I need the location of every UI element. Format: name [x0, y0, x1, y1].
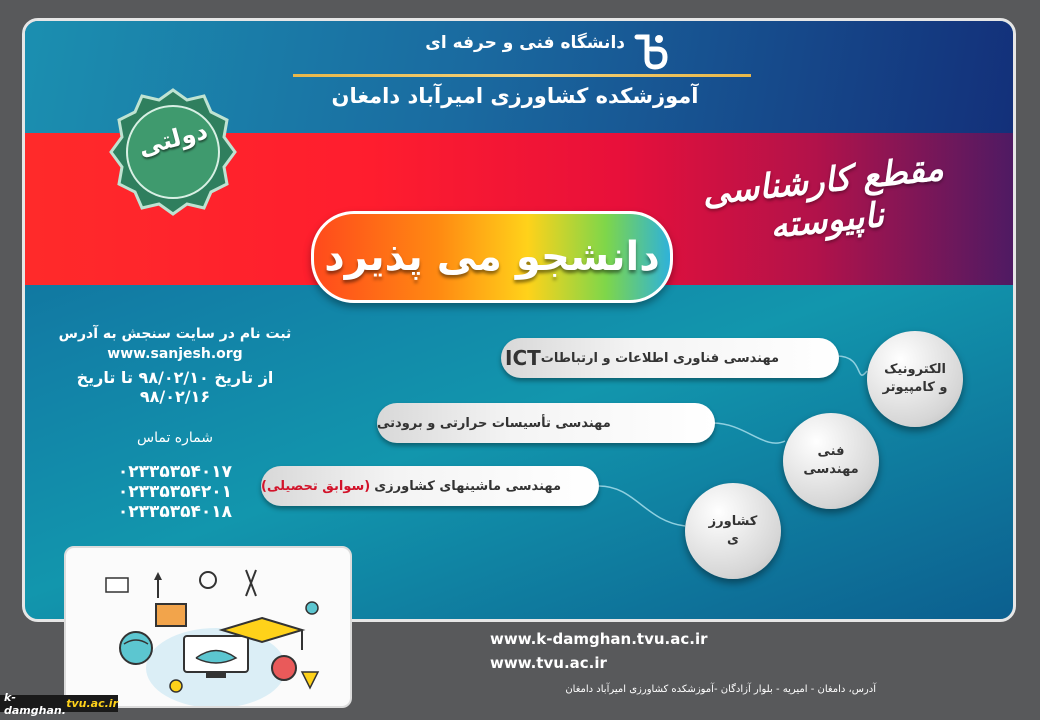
watermark-stamp [0, 690, 118, 717]
phone-number: ۰۲۳۳۵۳۵۴۰۱۷ [117, 462, 233, 482]
illustration-drawing [66, 548, 350, 706]
accepts-students-text: دانشجو می پذیرد [324, 234, 660, 280]
group-line2: مهندسی [803, 462, 859, 477]
field-label: مهندسی تأسیسات حرارتی و برودتی [377, 415, 611, 431]
field-hvac [377, 403, 715, 443]
group-engineering [783, 413, 879, 509]
tvu-logo-icon [629, 29, 673, 73]
registration-text: ثبت نام در سایت سنجش به آدرس [58, 326, 292, 342]
poster [22, 18, 1016, 622]
stamp-highlight: tvu.ac.ir [66, 697, 118, 710]
tvu-website-link[interactable]: www.tvu.ac.ir [490, 654, 607, 672]
group-line1: فنی [817, 443, 845, 459]
address-text: آدرس، دامغان - امیریه - بلوار آزادگان -آموزشکده کشاورزی امیرآباد دامغان [565, 684, 876, 695]
field-label: مهندسی ماشینهای کشاورزی [374, 478, 562, 494]
education-illustration [64, 546, 352, 708]
degree-level-title: مقطع کارشناسی ناپیوسته [700, 148, 946, 247]
field-note: (سوابق تحصیلی) [261, 478, 371, 494]
field-suffix: ICT [505, 346, 541, 370]
accepts-students-banner [311, 211, 673, 303]
group-line1: الکترونیک [884, 361, 946, 377]
contact-title: شماره تماس [137, 430, 213, 446]
field-label: مهندسی فناوری اطلاعات و ارتباطات [540, 350, 780, 366]
university-name: دانشگاه فنی و حرفه ای [425, 33, 625, 53]
group-agriculture [685, 483, 781, 579]
gold-divider [293, 74, 751, 77]
group-line2: و کامپیوتر [882, 380, 948, 395]
phone-number: ۰۲۳۳۵۳۵۴۰۱۸ [117, 502, 233, 522]
field-ict [501, 338, 839, 378]
college-name: آموزشکده کشاورزی امیرآباد دامغان [331, 84, 699, 108]
stamp-prefix: k-damghan. [4, 690, 66, 717]
badge-label: دولتی [135, 116, 211, 162]
group-line1: کشاورز [708, 513, 758, 529]
group-electronics [867, 331, 963, 427]
registration-site-link[interactable]: www.sanjesh.org [107, 346, 243, 362]
phone-number: ۰۲۳۳۵۳۵۴۲۰۱ [117, 482, 233, 502]
field-agri-machinery [261, 466, 599, 506]
group-line2: ی [727, 532, 739, 547]
registration-dates: از تاریخ ۹۸/۰۲/۱۰ تا تاریخ ۹۸/۰۲/۱۶ [76, 368, 274, 406]
website-link[interactable]: www.k-damghan.tvu.ac.ir [490, 630, 708, 648]
